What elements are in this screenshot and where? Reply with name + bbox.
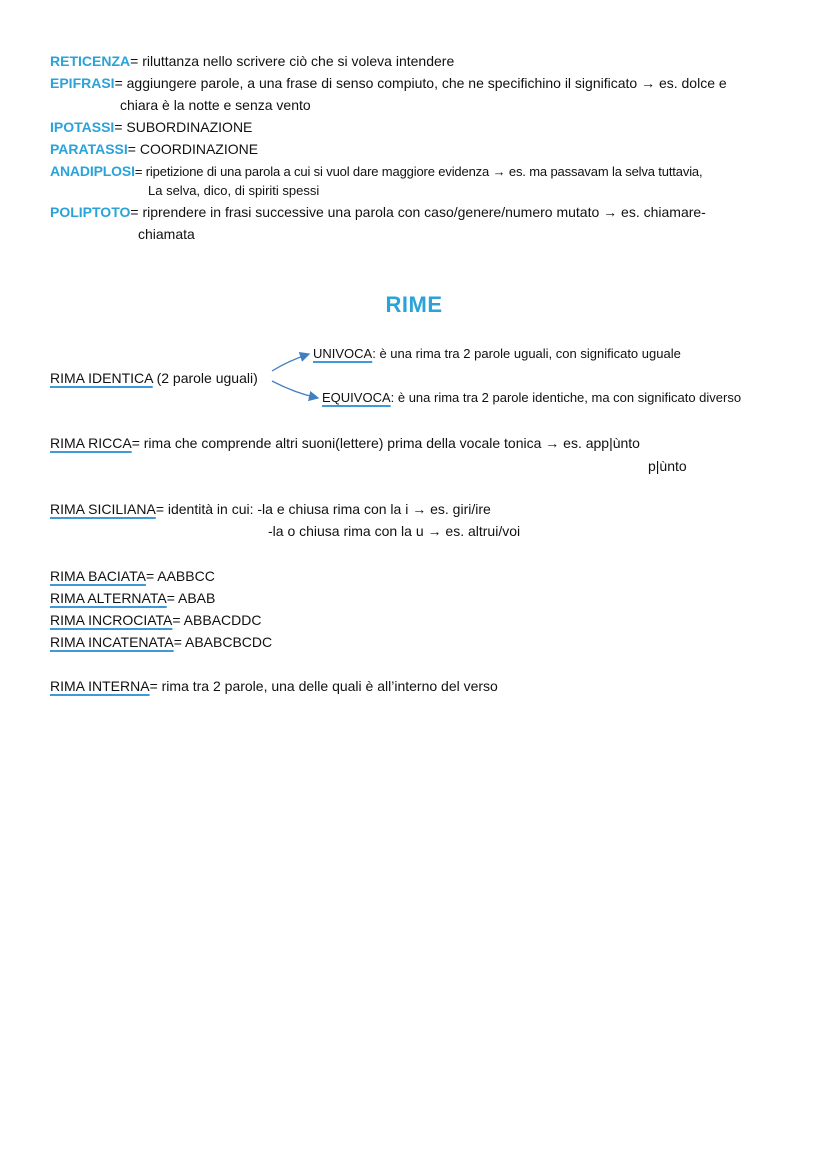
rima-siciliana-line <box>50 500 491 518</box>
definition-continuation: chiara è la notte e senza vento <box>120 97 311 113</box>
definition-text: = COORDINAZIONE <box>127 141 259 157</box>
arrow-to-univoca <box>272 354 309 371</box>
rima-interna-text: = rima tra 2 parole, una delle quali è all’interno del verso <box>149 678 498 694</box>
scheme-label: RIMA ALTERNATA <box>50 590 167 606</box>
rima-interna-label: RIMA INTERNA <box>50 678 150 694</box>
term-epifrasi: EPIFRASI <box>50 75 115 91</box>
definition-continuation: chiamata <box>138 226 195 242</box>
scheme-text: = ABAB <box>166 590 216 606</box>
rima-siciliana-label: RIMA SICILIANA <box>50 501 156 517</box>
rima-identica-label: RIMA IDENTICA <box>50 370 153 386</box>
scheme-baciata <box>50 567 215 585</box>
scheme-incatenata <box>50 633 272 651</box>
term-poliptoto: POLIPTOTO <box>50 204 131 220</box>
univoca-text: : è una rima tra 2 parole uguali, con significato uguale <box>372 346 681 361</box>
rima-ricca-text: = rima che comprende altri suoni(lettere) prima della vocale tonica → es. app|ùnto <box>131 435 640 451</box>
scheme-text: = ABBACDDC <box>172 612 262 628</box>
definition-text: = riluttanza nello scrivere ciò che si voleva intendere <box>130 53 455 69</box>
rima-siciliana-continuation: -la o chiusa rima con la u → es. altrui/voi <box>268 523 521 539</box>
scheme-incrociata <box>50 611 261 629</box>
scheme-label: RIMA INCATENATA <box>50 634 174 650</box>
definition-continuation: La selva, dico, di spiriti spessi <box>148 183 320 198</box>
section-title: RIME <box>385 292 443 317</box>
arrow-to-equivoca <box>272 381 318 398</box>
definition-text: = riprendere in frasi successive una parola con caso/genere/numero mutato → es. chiamare- <box>130 204 706 220</box>
equivoca-label: EQUIVOCA <box>322 390 391 405</box>
scheme-text: = ABABCBCDC <box>173 634 273 650</box>
scheme-label: RIMA BACIATA <box>50 568 146 584</box>
scheme-label: RIMA INCROCIATA <box>50 612 173 628</box>
term-paratassi: PARATASSI <box>50 141 128 157</box>
rima-ricca-line <box>50 434 640 452</box>
equivoca-text: : è una rima tra 2 parole identiche, ma con significato diverso <box>390 390 742 405</box>
univoca-label: UNIVOCA <box>313 346 373 361</box>
rima-identica-note: (2 parole uguali) <box>152 370 258 386</box>
rima-ricca-label: RIMA RICCA <box>50 435 132 451</box>
term-reticenza: RETICENZA <box>50 53 131 69</box>
definition-text: = aggiungere parole, a una frase di senso compiuto, che ne specifichino il significato → es. dolce e <box>114 75 727 91</box>
term-anadiplosi: ANADIPLOSI <box>50 163 135 179</box>
rima-interna-line <box>50 677 498 695</box>
term-ipotassi: IPOTASSI <box>50 119 115 135</box>
rima-siciliana-text: = identità in cui: -la e chiusa rima con la i → es. giri/ire <box>155 501 491 517</box>
definition-text: = SUBORDINAZIONE <box>114 119 253 135</box>
scheme-alternata <box>50 589 215 607</box>
definition-text: = ripetizione di una parola a cui si vuol dare maggiore evidenza → es. ma passavam la selva tuttavia, <box>134 164 703 179</box>
scheme-text: = AABBCC <box>145 568 215 584</box>
rima-ricca-continuation: p|ùnto <box>648 458 687 474</box>
